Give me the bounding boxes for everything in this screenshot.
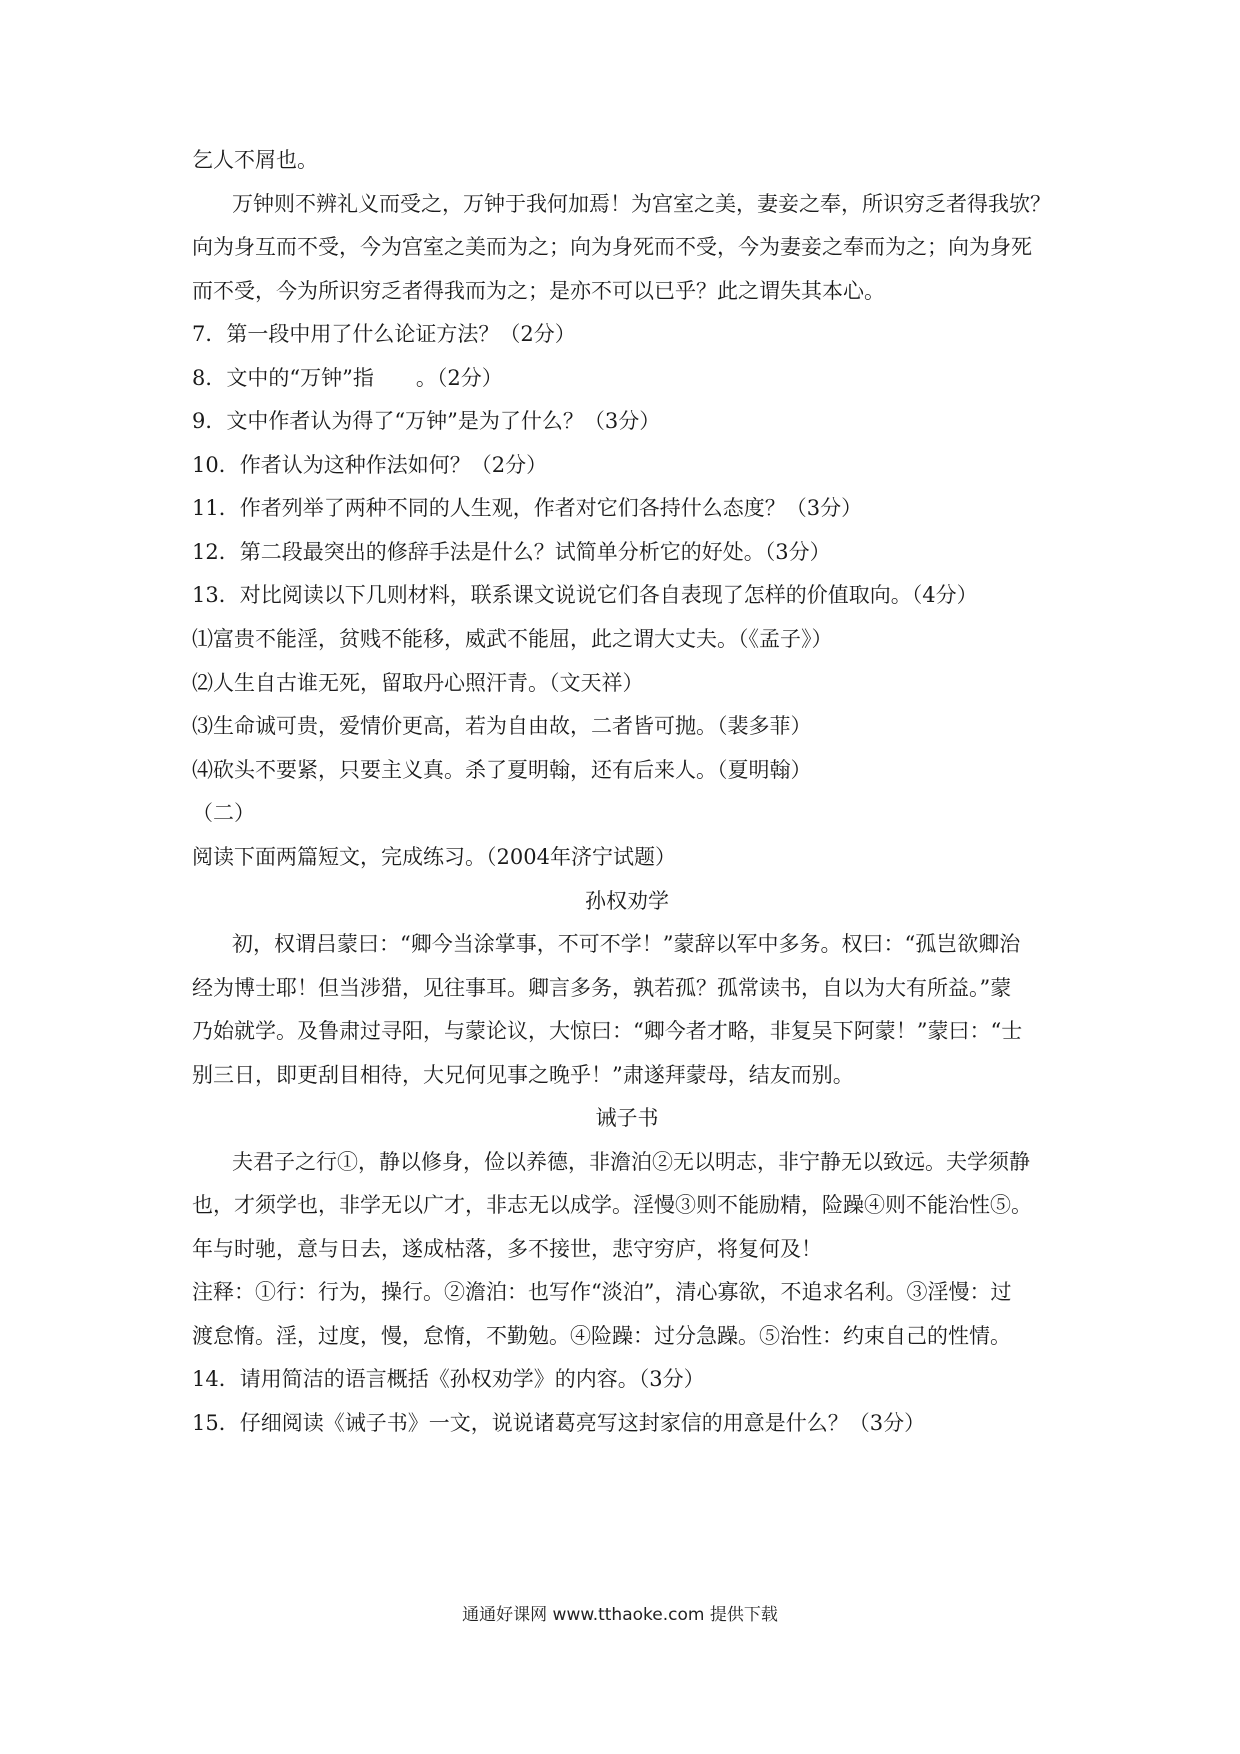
article-line: 年与时驰，意与日去，遂成枯落，多不接世，悲守穷庐，将复何及！ <box>192 1237 822 1261</box>
material-4: ⑷砍头不要紧，只要主义真。杀了夏明翰，还有后来人。（夏明翰） <box>192 758 812 782</box>
article-line: 别三日，即更刮目相待，大兄何见事之晚乎！”肃遂拜蒙母，结友而别。 <box>192 1063 854 1087</box>
passage-line: 而不受，今为所识穷乏者得我而为之；是亦不可以已乎？此之谓失其本心。 <box>192 279 885 303</box>
question-14: 14．请用简洁的语言概括《孙权劝学》的内容。（3分） <box>192 1367 705 1391</box>
material-1: ⑴富贵不能淫，贫贱不能移，威武不能屈，此之谓大丈夫。（《孟子》） <box>192 627 833 651</box>
passage-line: 向为身互而不受，今为宫室之美而为之；向为身死而不受，今为妻妾之奉而为之；向为身死 <box>192 235 1032 259</box>
article-line: 夫君子之行①，静以修身，俭以养德，非澹泊②无以明志，非宁静无以致远。夫学须静 <box>232 1150 1030 1174</box>
question-10: 10．作者认为这种作法如何？（2分） <box>192 453 548 477</box>
article-line: 经为博士耶！但当涉猎，见往事耳。卿言多务，孰若孤？孤常读书，自以为大有所益。”蒙 <box>192 976 1012 1000</box>
article-line: 初，权谓吕蒙曰：“卿今当涂掌事，不可不学！”蒙辞以军中多务。权曰：“孤岂欲卿治 <box>232 932 1021 956</box>
notes-line: 渡怠惰。淫，过度，慢，怠惰，不勤勉。④险躁：过分急躁。⑤治性：约束自己的性情。 <box>192 1324 1011 1348</box>
question-7: 7．第一段中用了什么论证方法？（2分） <box>192 322 576 346</box>
article-title: 诫子书 <box>595 1106 659 1130</box>
question-11: 11．作者列举了两种不同的人生观，作者对它们各持什么态度？（3分） <box>192 496 863 520</box>
page-footer: 通通好课网 www.tthaoke.com 提供下载 <box>462 1605 778 1625</box>
question-9: 9．文中作者认为得了“万钟”是为了什么？（3分） <box>192 409 661 433</box>
section-intro: 阅读下面两篇短文，完成练习。（2004年济宁试题） <box>192 845 676 869</box>
material-2: ⑵人生自古谁无死，留取丹心照汗青。（文天祥） <box>192 671 644 695</box>
article-line: 乃始就学。及鲁肃过寻阳，与蒙论议，大惊曰：“卿今者才略，非复吴下阿蒙！”蒙曰：“士 <box>192 1019 1023 1043</box>
passage-line: 万钟则不辨礼义而受之，万钟于我何加焉！为宫室之美，妻妾之奉，所识穷乏者得我欤？ <box>232 192 1051 216</box>
material-3: ⑶生命诚可贵，爱情价更高，若为自由故，二者皆可抛。（裴多菲） <box>192 714 812 738</box>
question-12: 12．第二段最突出的修辞手法是什么？试简单分析它的好处。（3分） <box>192 540 831 564</box>
section-heading: （二） <box>192 801 255 825</box>
passage-line: 乞人不屑也。 <box>192 148 318 172</box>
question-13: 13．对比阅读以下几则材料，联系课文说说它们各自表现了怎样的价值取向。（4分） <box>192 583 978 607</box>
question-8: 8．文中的“万钟”指 。（2分） <box>192 366 503 390</box>
question-15: 15．仔细阅读《诫子书》一文，说说诸葛亮写这封家信的用意是什么？（3分） <box>192 1411 926 1435</box>
article-line: 也，才须学也，非学无以广才，非志无以成学。淫慢③则不能励精，险躁④则不能治性⑤。 <box>192 1193 1032 1217</box>
article-title: 孙权劝学 <box>585 889 669 913</box>
notes-line: 注释：①行：行为，操行。②澹泊：也写作“淡泊”，清心寡欲，不追求名利。③淫慢：过 <box>192 1280 1012 1304</box>
